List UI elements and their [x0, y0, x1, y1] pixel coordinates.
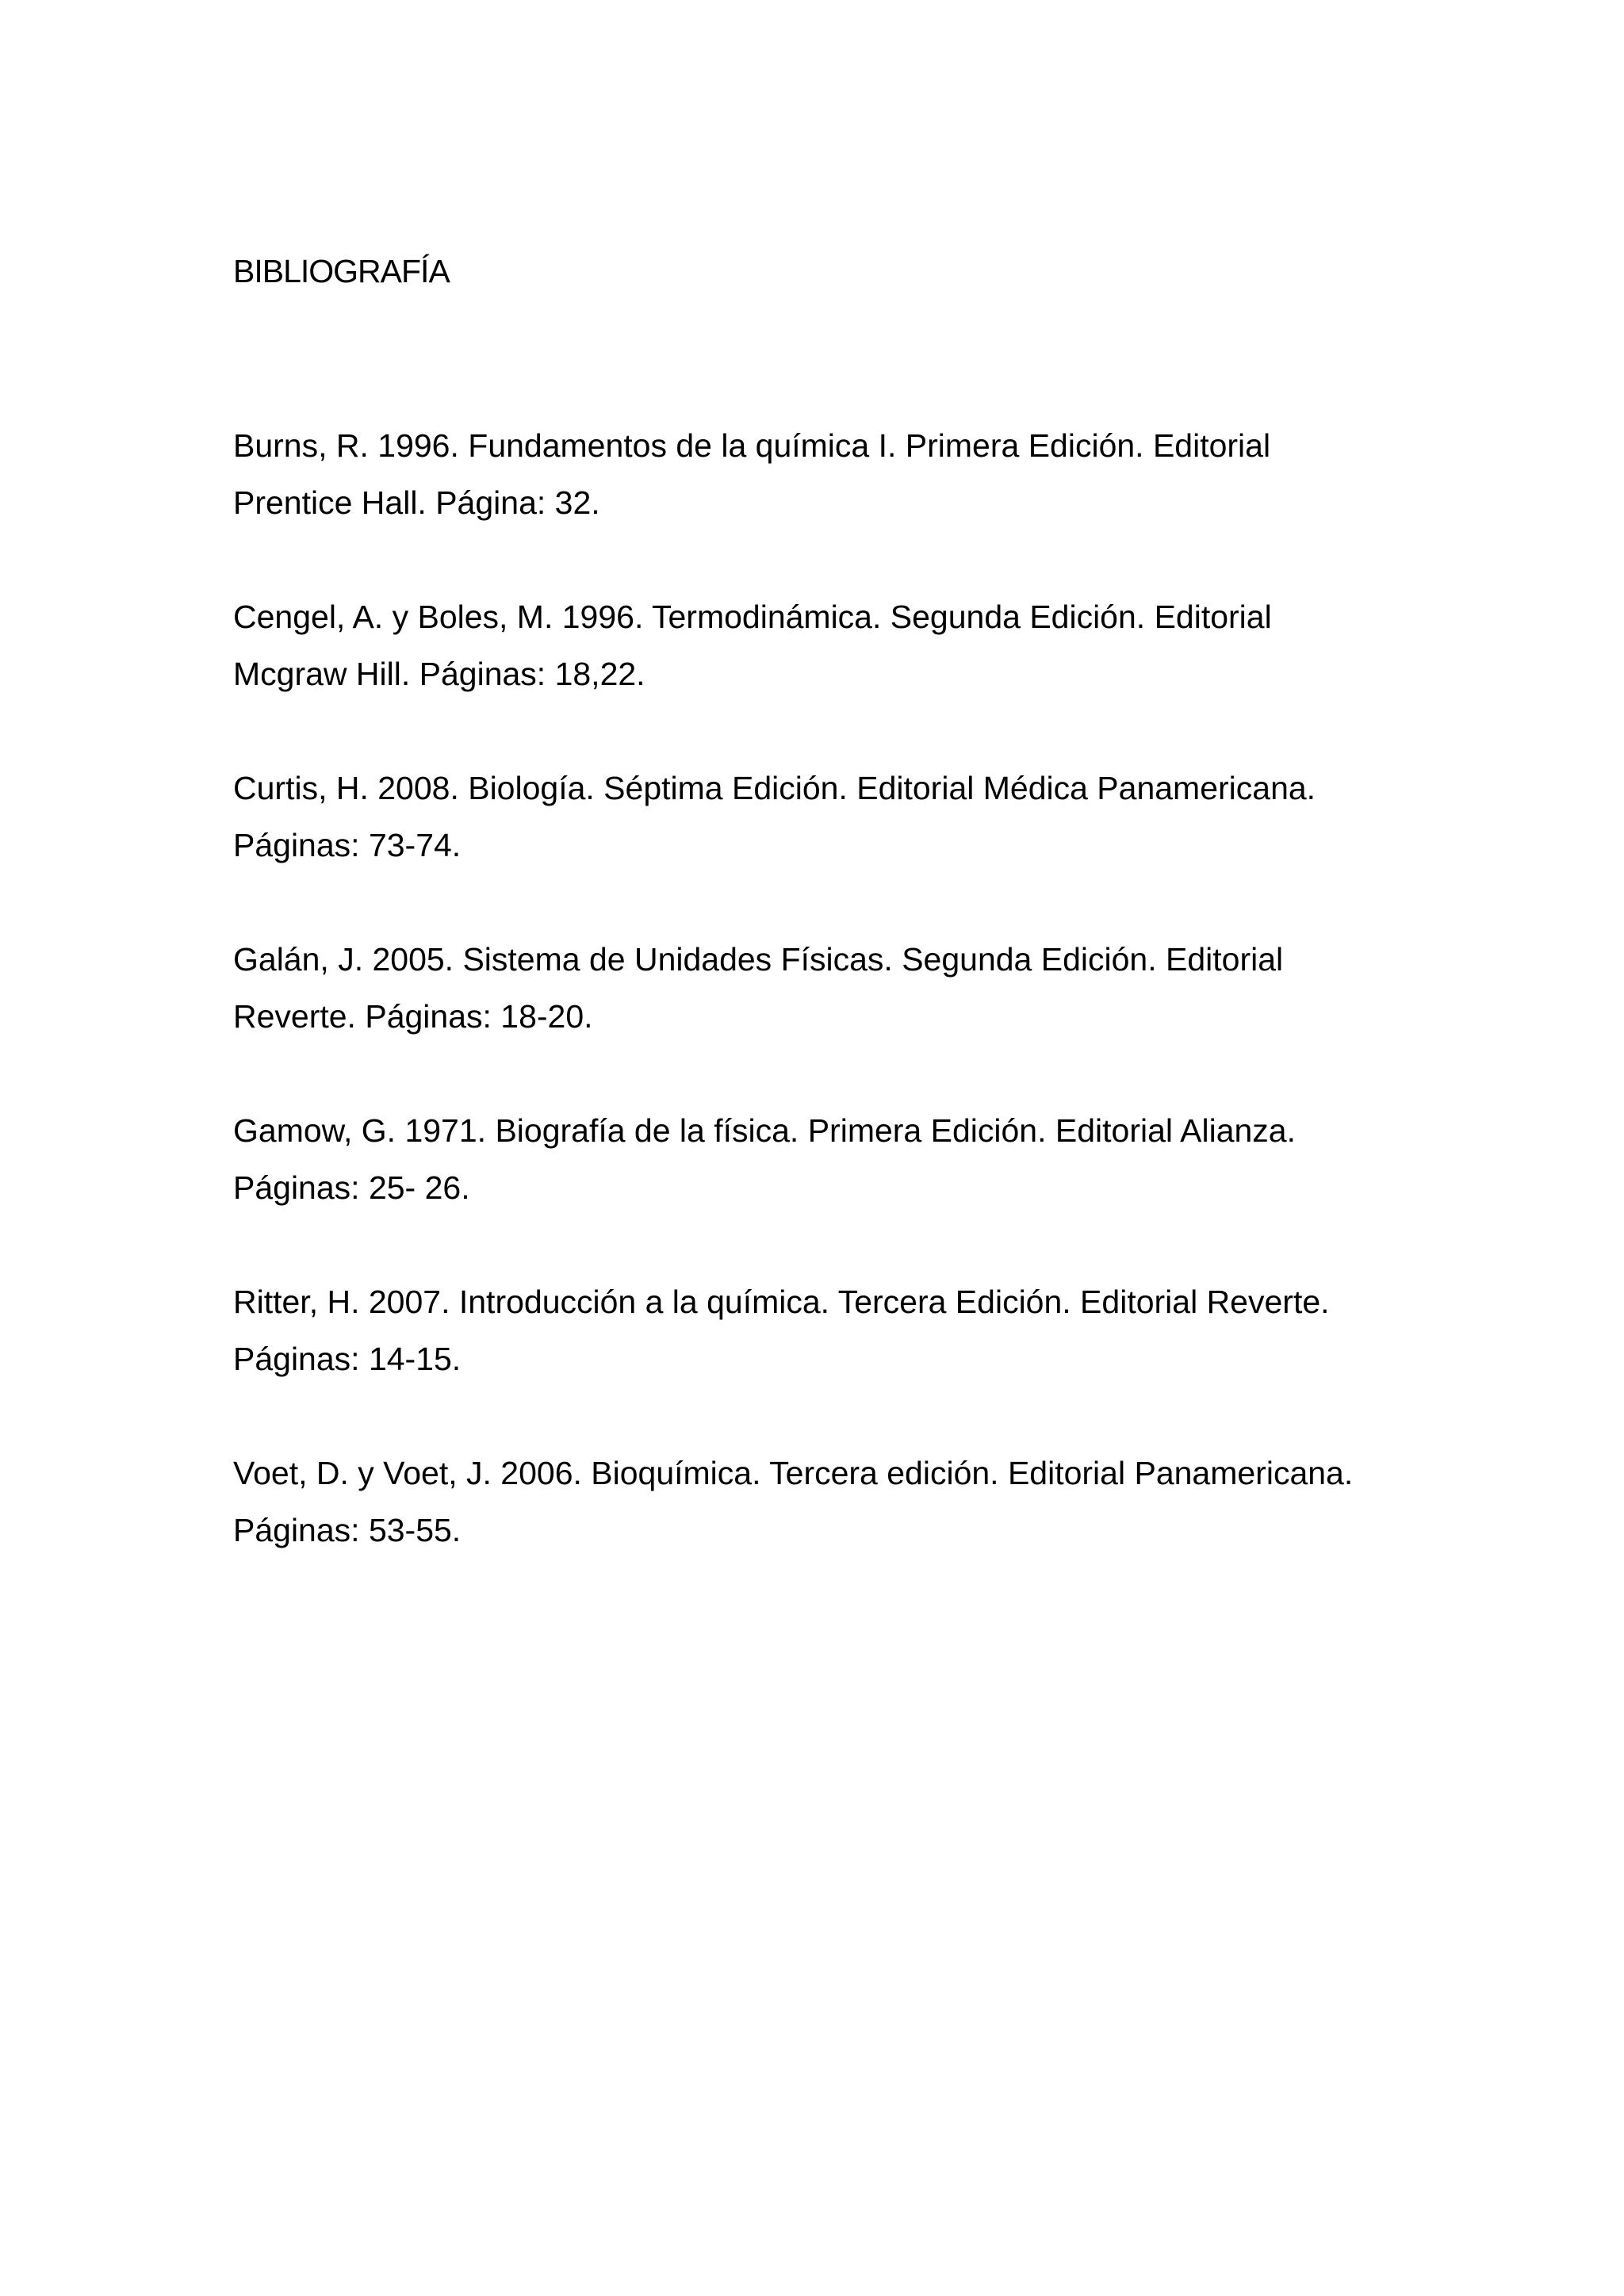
bibliography-entry-curtis	[233, 760, 1423, 931]
entry-line-1: Ritter, H. 2007. Introducción a la química. Tercera Edición. Editorial Reverte.	[233, 1284, 1330, 1320]
bibliography-entry-gamow	[233, 1102, 1423, 1273]
entry-line-1: Cengel, A. y Boles, M. 1996. Termodinámica. Segunda Edición. Editorial	[233, 599, 1272, 635]
entry-line-1: Voet, D. y Voet, J. 2006. Bioquímica. Tercera edición. Editorial Panamericana.	[233, 1455, 1354, 1491]
bibliography-entry-galan	[233, 931, 1423, 1102]
bibliography-entry-ritter	[233, 1273, 1423, 1445]
entry-line-2: Páginas: 53-55.	[233, 1512, 462, 1548]
entry-line-1: Gamow, G. 1971. Biografía de la física. Primera Edición. Editorial Alianza.	[233, 1112, 1296, 1149]
entry-line-2: Mcgraw Hill. Páginas: 18,22.	[233, 656, 645, 692]
bibliography-entry-voet	[233, 1445, 1423, 1616]
entry-line-2: Reverte. Páginas: 18-20.	[233, 998, 593, 1035]
bibliography-list	[233, 417, 1423, 1616]
page-title: BIBLIOGRAFÍA	[233, 253, 450, 289]
entry-line-2: Prentice Hall. Página: 32.	[233, 484, 600, 521]
bibliography-entry-burns	[233, 417, 1423, 588]
entry-line-2: Páginas: 14-15.	[233, 1341, 462, 1377]
entry-line-2: Páginas: 73-74.	[233, 827, 462, 863]
entry-line-1: Curtis, H. 2008. Biología. Séptima Edición. Editorial Médica Panamericana.	[233, 770, 1316, 806]
entry-line-1: Galán, J. 2005. Sistema de Unidades Físicas. Segunda Edición. Editorial	[233, 941, 1284, 978]
entry-line-2: Páginas: 25- 26.	[233, 1169, 470, 1206]
bibliography-entry-cengel	[233, 588, 1423, 760]
entry-line-1: Burns, R. 1996. Fundamentos de la química I. Primera Edición. Editorial	[233, 427, 1271, 464]
